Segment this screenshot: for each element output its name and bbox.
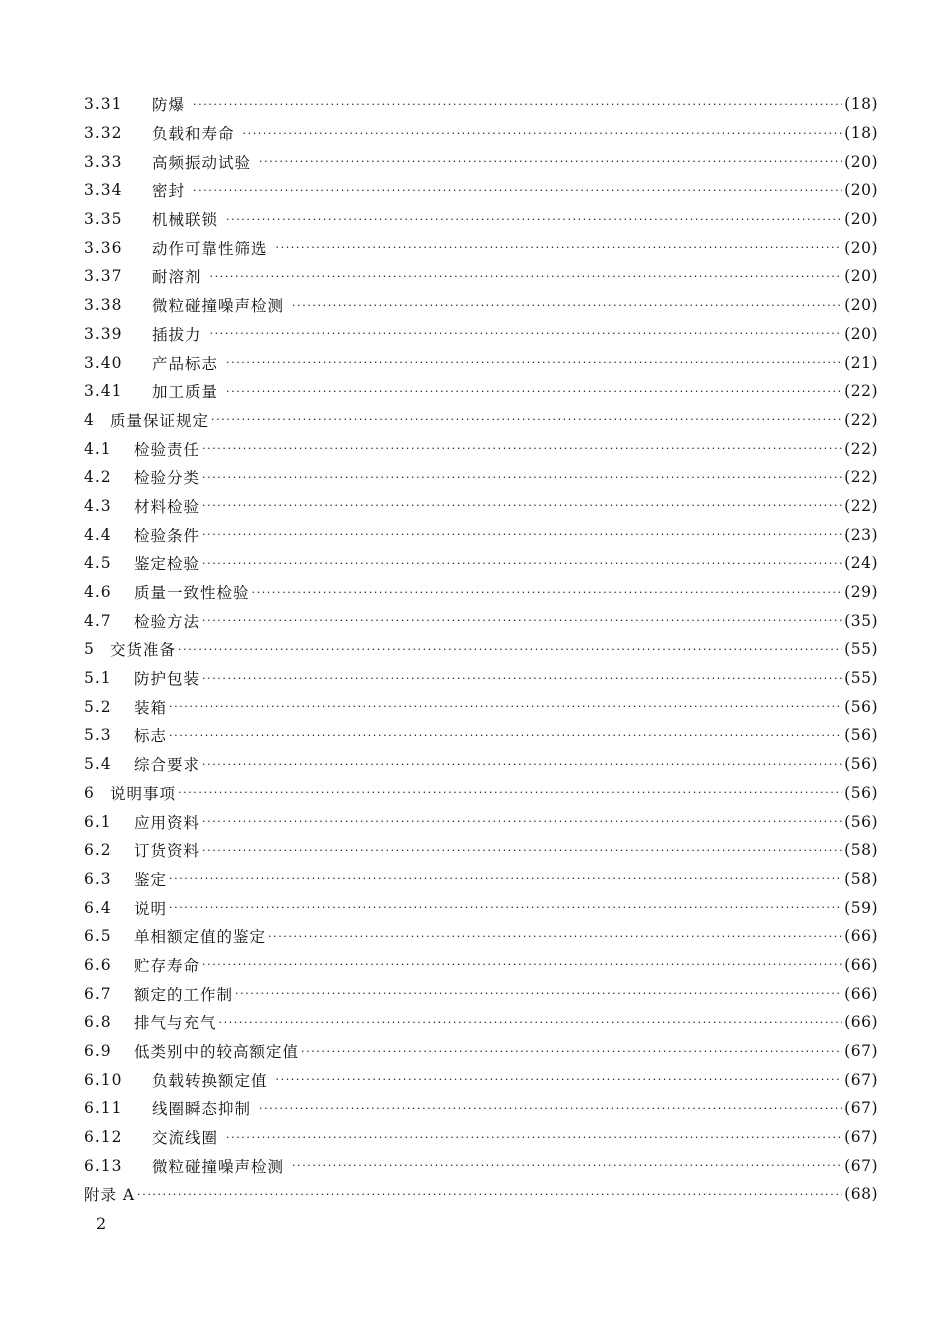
dot-leader bbox=[226, 386, 842, 397]
toc-entry bbox=[84, 377, 878, 406]
dot-leader bbox=[178, 644, 842, 655]
toc-entry-page: (55) bbox=[844, 669, 878, 688]
toc-entry-title: 负载和寿命 bbox=[152, 125, 235, 144]
toc-entry-page: (22) bbox=[844, 468, 878, 487]
toc-entry-page: (67) bbox=[844, 1099, 878, 1118]
dot-leader bbox=[210, 328, 843, 339]
toc-entry-page: (58) bbox=[844, 869, 878, 888]
toc-entry bbox=[84, 1008, 878, 1037]
toc-entry-number: 6.7 bbox=[84, 984, 112, 1003]
toc-entry bbox=[84, 1065, 878, 1094]
dot-leader bbox=[252, 587, 843, 598]
dot-leader bbox=[292, 300, 842, 311]
toc-entry-title: 产品标志 bbox=[152, 354, 219, 373]
toc-entry bbox=[84, 979, 878, 1008]
toc-entry-number: 3.32 bbox=[84, 124, 123, 143]
toc-entry-number: 6.9 bbox=[84, 1042, 112, 1061]
dot-leader bbox=[235, 988, 842, 999]
toc-entry-title: 防爆 bbox=[152, 96, 186, 115]
toc-entry-number: 4.6 bbox=[84, 583, 112, 602]
toc-entry-title: 材料检验 bbox=[134, 497, 201, 516]
toc-entry-number: 3.35 bbox=[84, 210, 123, 229]
toc-entry bbox=[84, 1037, 878, 1066]
toc-entry-number: 5.2 bbox=[84, 697, 112, 716]
toc-entry-number: 4.3 bbox=[84, 496, 112, 515]
toc-entry-title: 交货准备 bbox=[110, 641, 177, 660]
toc-entry-number: 6.4 bbox=[84, 898, 112, 917]
toc-entry-number: 3.39 bbox=[84, 324, 123, 343]
toc-entry bbox=[84, 635, 878, 664]
toc-entry bbox=[84, 606, 878, 635]
dot-leader bbox=[301, 1046, 842, 1057]
dot-leader bbox=[276, 1074, 843, 1085]
dot-leader bbox=[178, 787, 842, 798]
toc-entry-number: 6.5 bbox=[84, 927, 112, 946]
toc-entry-page: (56) bbox=[844, 783, 878, 802]
toc-entry-number: 5.1 bbox=[84, 669, 112, 688]
toc-entry bbox=[84, 463, 878, 492]
toc-entry bbox=[84, 951, 878, 980]
toc-entry-number: 6.6 bbox=[84, 955, 112, 974]
toc-entry-number: 6.8 bbox=[84, 1013, 112, 1032]
toc-entry bbox=[84, 233, 878, 262]
toc-entry bbox=[84, 320, 878, 349]
toc-entry-title: 检验分类 bbox=[134, 469, 201, 488]
toc-entry bbox=[84, 779, 878, 808]
toc-entry-page: (56) bbox=[844, 755, 878, 774]
toc-entry bbox=[84, 119, 878, 148]
dot-leader bbox=[202, 558, 842, 569]
toc-entry bbox=[84, 721, 878, 750]
dot-leader bbox=[259, 1103, 842, 1114]
toc-entry-title: 标志 bbox=[134, 727, 168, 746]
toc-entry bbox=[84, 1094, 878, 1123]
toc-entry-page: (20) bbox=[844, 267, 878, 286]
toc-entry-page: (20) bbox=[844, 152, 878, 171]
dot-leader bbox=[202, 759, 842, 770]
toc-entry-page: (67) bbox=[844, 1070, 878, 1089]
toc-entry-page: (22) bbox=[844, 496, 878, 515]
toc-entry-number: 3.36 bbox=[84, 238, 123, 257]
toc-entry-number: 3.31 bbox=[84, 95, 123, 114]
toc-entry-title: 交流线圈 bbox=[152, 1129, 219, 1148]
dot-leader bbox=[169, 730, 842, 741]
toc-entry-number: 4.5 bbox=[84, 554, 112, 573]
dot-leader bbox=[193, 99, 842, 110]
toc-entry bbox=[84, 549, 878, 578]
toc-entry-number: 5.3 bbox=[84, 726, 112, 745]
dot-leader bbox=[276, 242, 843, 253]
dot-leader bbox=[169, 902, 842, 913]
toc-entry-title: 说明 bbox=[134, 899, 168, 918]
toc-entry-number: 6.11 bbox=[84, 1099, 123, 1118]
dot-leader bbox=[202, 443, 842, 454]
toc-entry-title: 质量保证规定 bbox=[110, 411, 210, 430]
toc-entry-number: 6.10 bbox=[84, 1070, 123, 1089]
toc-entry-title: 检验方法 bbox=[134, 612, 201, 631]
toc-entry-title: 质量一致性检验 bbox=[134, 584, 250, 603]
toc-entry-page: (29) bbox=[844, 583, 878, 602]
toc-entry-number: 6.12 bbox=[84, 1128, 123, 1147]
toc-entry-page: (58) bbox=[844, 841, 878, 860]
toc-entry-number: 3.33 bbox=[84, 152, 123, 171]
toc-entry bbox=[84, 807, 878, 836]
toc-entry-page: (20) bbox=[844, 210, 878, 229]
toc-entry-title: 插拔力 bbox=[152, 325, 202, 344]
toc-entry-title: 动作可靠性筛选 bbox=[152, 239, 268, 258]
toc-entry bbox=[84, 434, 878, 463]
toc-entry-title: 附录 A bbox=[84, 1186, 136, 1205]
dot-leader bbox=[202, 615, 842, 626]
toc-entry bbox=[84, 1123, 878, 1152]
toc-entry-number: 6.2 bbox=[84, 841, 112, 860]
toc-entry-number: 6.13 bbox=[84, 1156, 123, 1175]
toc-entry-number: 4.1 bbox=[84, 439, 112, 458]
toc-entry-number: 4.2 bbox=[84, 468, 112, 487]
dot-leader bbox=[202, 845, 842, 856]
dot-leader bbox=[137, 1189, 842, 1200]
dot-leader bbox=[226, 214, 842, 225]
toc-entry-title: 微粒碰撞噪声检测 bbox=[152, 297, 285, 316]
toc-entry-page: (35) bbox=[844, 611, 878, 630]
toc-entry-page: (66) bbox=[844, 955, 878, 974]
toc-entry-number: 6 bbox=[84, 783, 95, 802]
dot-leader bbox=[243, 128, 843, 139]
toc-entry-page: (21) bbox=[844, 353, 878, 372]
toc-entry-title: 高频振动试验 bbox=[152, 153, 252, 172]
toc-entry bbox=[84, 406, 878, 435]
toc-entry-title: 鉴定检验 bbox=[134, 555, 201, 574]
toc-entry-page: (66) bbox=[844, 984, 878, 1003]
toc-entry bbox=[84, 836, 878, 865]
dot-leader bbox=[202, 500, 842, 511]
toc-entry bbox=[84, 291, 878, 320]
toc-entry-page: (67) bbox=[844, 1156, 878, 1175]
table-of-contents bbox=[84, 90, 878, 1209]
toc-entry bbox=[84, 865, 878, 894]
toc-entry-page: (20) bbox=[844, 296, 878, 315]
toc-entry-page: (23) bbox=[844, 525, 878, 544]
toc-entry-page: (20) bbox=[844, 181, 878, 200]
toc-entry-title: 应用资料 bbox=[134, 813, 201, 832]
toc-entry bbox=[84, 692, 878, 721]
toc-entry bbox=[84, 348, 878, 377]
toc-entry-number: 6.3 bbox=[84, 869, 112, 888]
toc-entry-title: 额定的工作制 bbox=[134, 985, 234, 1004]
toc-entry-page: (67) bbox=[844, 1042, 878, 1061]
dot-leader bbox=[259, 156, 842, 167]
toc-entry bbox=[84, 922, 878, 951]
dot-leader bbox=[169, 701, 842, 712]
toc-entry-page: (59) bbox=[844, 898, 878, 917]
toc-entry-title: 贮存寿命 bbox=[134, 956, 201, 975]
toc-entry-page: (20) bbox=[844, 324, 878, 343]
toc-entry bbox=[84, 1151, 878, 1180]
toc-entry bbox=[84, 1180, 878, 1209]
toc-entry-number: 3.40 bbox=[84, 353, 123, 372]
toc-entry-page: (22) bbox=[844, 439, 878, 458]
toc-entry-title: 防护包装 bbox=[134, 670, 201, 689]
toc-entry-title: 检验责任 bbox=[134, 440, 201, 459]
toc-entry-title: 装箱 bbox=[134, 698, 168, 717]
toc-entry-number: 3.37 bbox=[84, 267, 123, 286]
toc-entry bbox=[84, 492, 878, 521]
toc-entry bbox=[84, 664, 878, 693]
toc-entry bbox=[84, 750, 878, 779]
toc-entry bbox=[84, 262, 878, 291]
dot-leader bbox=[292, 1160, 842, 1171]
toc-entry-title: 密封 bbox=[152, 182, 186, 201]
toc-entry-number: 5 bbox=[84, 640, 95, 659]
toc-entry-title: 微粒碰撞噪声检测 bbox=[152, 1157, 285, 1176]
toc-entry bbox=[84, 176, 878, 205]
toc-entry bbox=[84, 893, 878, 922]
toc-entry-number: 3.38 bbox=[84, 296, 123, 315]
toc-entry-title: 低类别中的较高额定值 bbox=[134, 1043, 300, 1062]
toc-entry-page: (20) bbox=[844, 238, 878, 257]
toc-entry-title: 单相额定值的鉴定 bbox=[134, 928, 267, 947]
toc-entry bbox=[84, 147, 878, 176]
dot-leader bbox=[202, 959, 842, 970]
toc-entry-number: 4.7 bbox=[84, 611, 112, 630]
dot-leader bbox=[202, 472, 842, 483]
toc-entry-title: 排气与充气 bbox=[134, 1014, 217, 1033]
toc-entry bbox=[84, 578, 878, 607]
toc-entry-page: (56) bbox=[844, 726, 878, 745]
dot-leader bbox=[202, 816, 842, 827]
toc-entry-page: (56) bbox=[844, 697, 878, 716]
toc-entry-page: (18) bbox=[844, 124, 878, 143]
toc-entry-title: 订货资料 bbox=[134, 842, 201, 861]
toc-entry-title: 负载转换额定值 bbox=[152, 1071, 268, 1090]
toc-entry-page: (55) bbox=[844, 640, 878, 659]
dot-leader bbox=[268, 931, 842, 942]
dot-leader bbox=[211, 414, 842, 425]
toc-entry-number: 3.41 bbox=[84, 382, 123, 401]
toc-entry-page: (67) bbox=[844, 1128, 878, 1147]
toc-entry-title: 综合要求 bbox=[134, 756, 201, 775]
dot-leader bbox=[202, 673, 842, 684]
toc-entry-title: 加工质量 bbox=[152, 383, 219, 402]
toc-entry-title: 说明事项 bbox=[110, 784, 177, 803]
toc-entry-page: (18) bbox=[844, 95, 878, 114]
dot-leader bbox=[226, 357, 842, 368]
toc-entry-number: 5.4 bbox=[84, 755, 112, 774]
toc-entry-title: 机械联锁 bbox=[152, 211, 219, 230]
toc-entry-page: (22) bbox=[844, 410, 878, 429]
dot-leader bbox=[202, 529, 842, 540]
toc-entry-page: (66) bbox=[844, 927, 878, 946]
toc-entry-page: (66) bbox=[844, 1013, 878, 1032]
toc-entry-title: 鉴定 bbox=[134, 870, 168, 889]
toc-entry-number: 6.1 bbox=[84, 812, 112, 831]
toc-entry-title: 线圈瞬态抑制 bbox=[152, 1100, 252, 1119]
toc-entry-page: (68) bbox=[844, 1185, 878, 1204]
toc-entry-number: 3.34 bbox=[84, 181, 123, 200]
page-number: 2 bbox=[96, 1214, 107, 1233]
toc-entry-title: 检验条件 bbox=[134, 526, 201, 545]
toc-entry-page: (56) bbox=[844, 812, 878, 831]
toc-entry-number: 4 bbox=[84, 410, 95, 429]
dot-leader bbox=[193, 185, 842, 196]
toc-entry bbox=[84, 205, 878, 234]
dot-leader bbox=[219, 1017, 843, 1028]
dot-leader bbox=[226, 1132, 842, 1143]
toc-entry-page: (22) bbox=[844, 382, 878, 401]
toc-entry bbox=[84, 520, 878, 549]
toc-entry-number: 4.4 bbox=[84, 525, 112, 544]
toc-entry-page: (24) bbox=[844, 554, 878, 573]
toc-entry-title: 耐溶剂 bbox=[152, 268, 202, 287]
dot-leader bbox=[169, 873, 842, 884]
toc-entry bbox=[84, 90, 878, 119]
dot-leader bbox=[210, 271, 843, 282]
